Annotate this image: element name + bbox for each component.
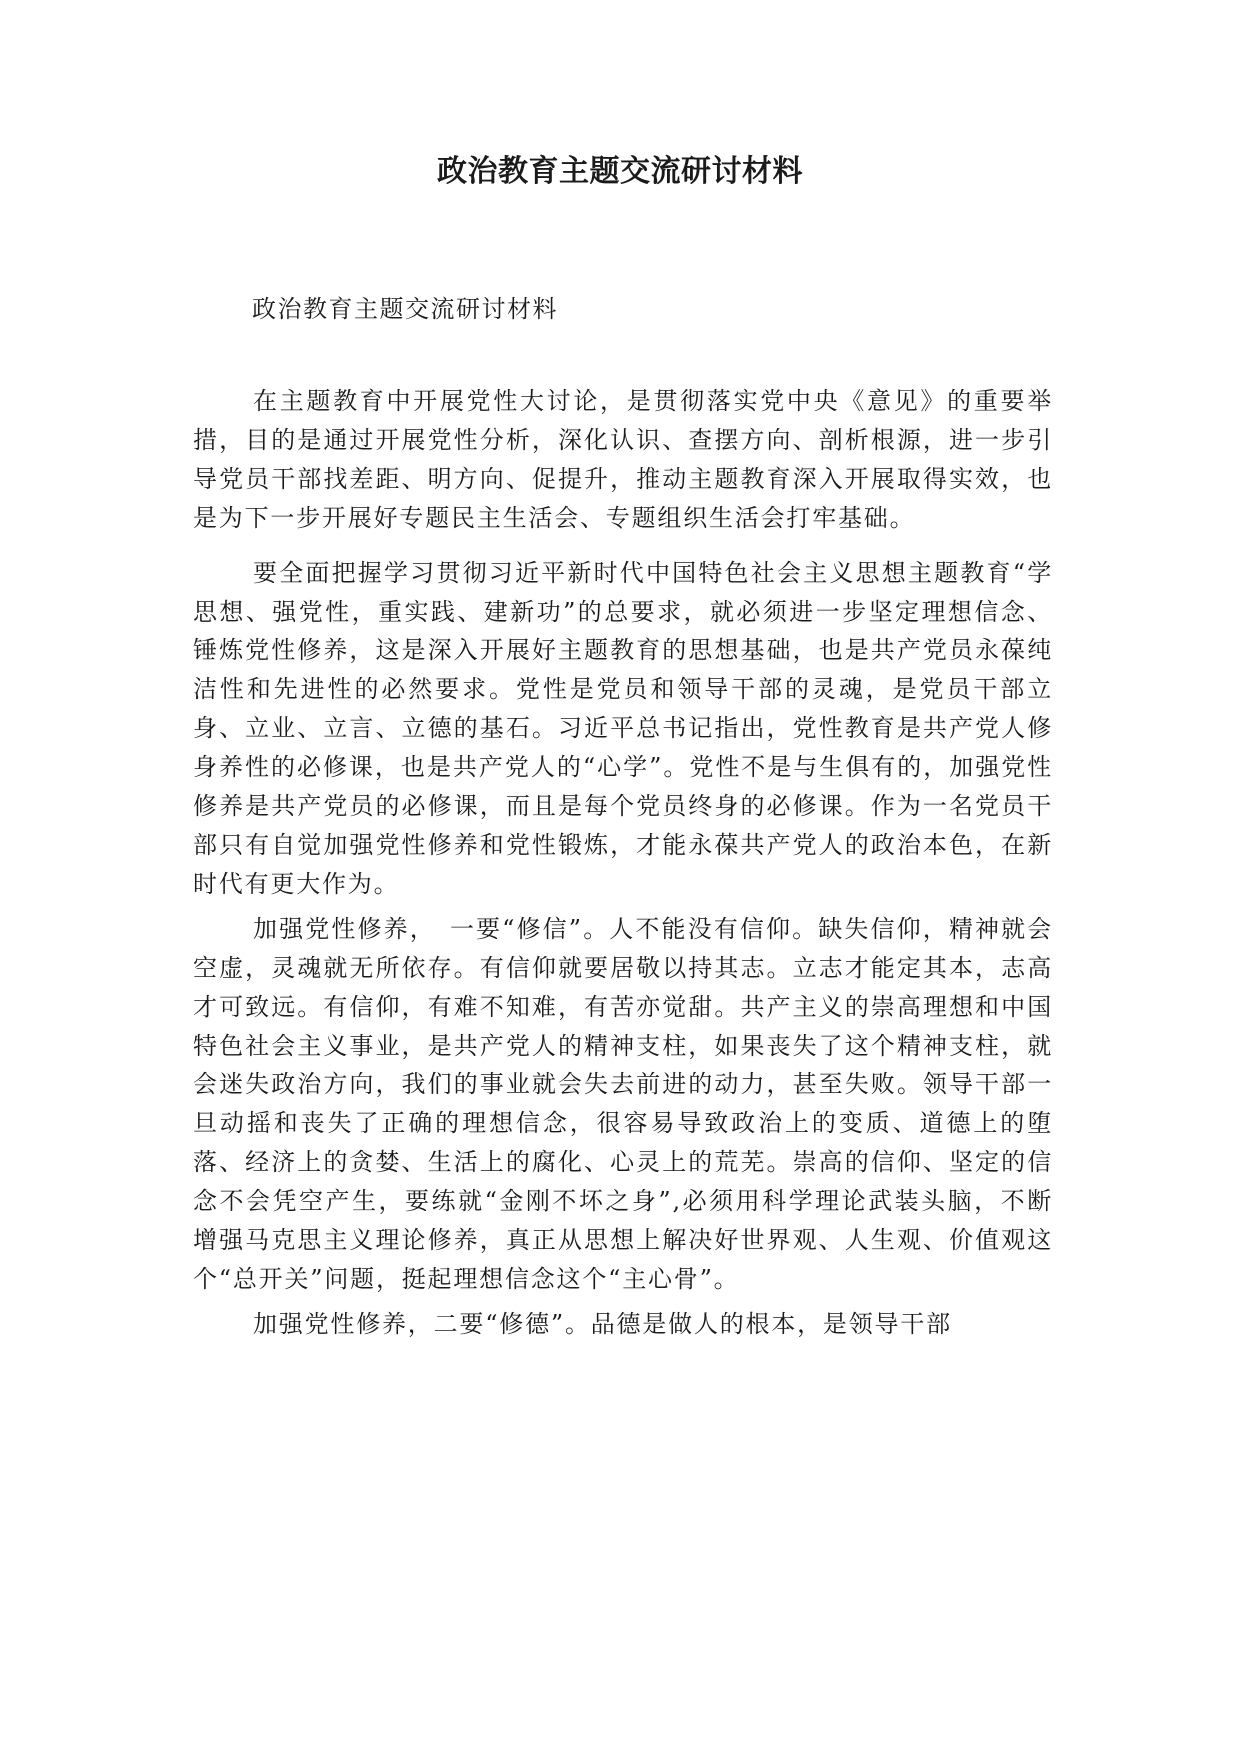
document-body — [193, 382, 1053, 1344]
paragraph-faith: 加强党性修养， 一要“修信”。人不能没有信仰。缺失信仰，精神就会空虚，灵魂就无所依存。有信仰就要居敬以持其志。立志才能定其本，志高才可致远。有信仰，有难不知难，有苦亦觉甜。共产主义的崇高理想和中国特色社会主义事业，是共产党人的精神支柱，如果丧失了这个精神支柱，就会迷失政治方向，我们的事业就会失去前进的动力，甚至失败。领导干部一旦动摇和丧失了正确的理想信念，很容易导致政治上的变质、道德上的堕落、经济上的贪婪、生活上的腐化、心灵上的荒芜。崇高的信仰、坚定的信念不会凭空产生，要练就“金刚不坏之身”,必须用科学理论武装头脑，不断增强马克思主义理论修养，真正从思想上解决好世界观、人生观、价值观这个“总开关”问题，挺起理想信念这个“主心骨”。 — [193, 914, 1053, 1293]
paragraph-virtue: 加强党性修养，二要“修德”。品德是做人的根本，是领导干部 — [253, 1309, 952, 1338]
paragraph-intro: 在主题教育中开展党性大讨论，是贯彻落实党中央《意见》的重要举措，目的是通过开展党性分析，深化认识、查摆方向、剖析根源，进一步引导党员干部找差距、明方向、促提升，推动主题教育深入开展取得实效，也是为下一步开展好专题民主生活会、专题组织生活会打牢基础。 — [193, 387, 1053, 532]
document-subtitle: 政治教育主题交流研讨材料 — [252, 295, 558, 323]
document-title: 政治教育主题交流研讨材料 — [437, 154, 803, 189]
paragraph-requirements: 要全面把握学习贯彻习近平新时代中国特色社会主义思想主题教育“学思想、强党性，重实践、建新功”的总要求，就必须进一步坚定理想信念、锤炼党性修养，这是深入开展好主题教育的思想基础，也是共产党员永葆纯洁性和先进性的必然要求。党性是党员和领导干部的灵魂，是党员干部立身、立业、立言、立德的基石。习近平总书记指出，党性教育是共产党人修身养性的必修课，也是共产党人的“心学”。党性不是与生俱有的，加强党性修养是共产党员的必修课，而且是每个党员终身的必修课。作为一名党员干部只有自觉加强党性修养和党性锻炼，才能永葆共产党人的政治本色，在新时代有更大作为。 — [193, 558, 1053, 898]
